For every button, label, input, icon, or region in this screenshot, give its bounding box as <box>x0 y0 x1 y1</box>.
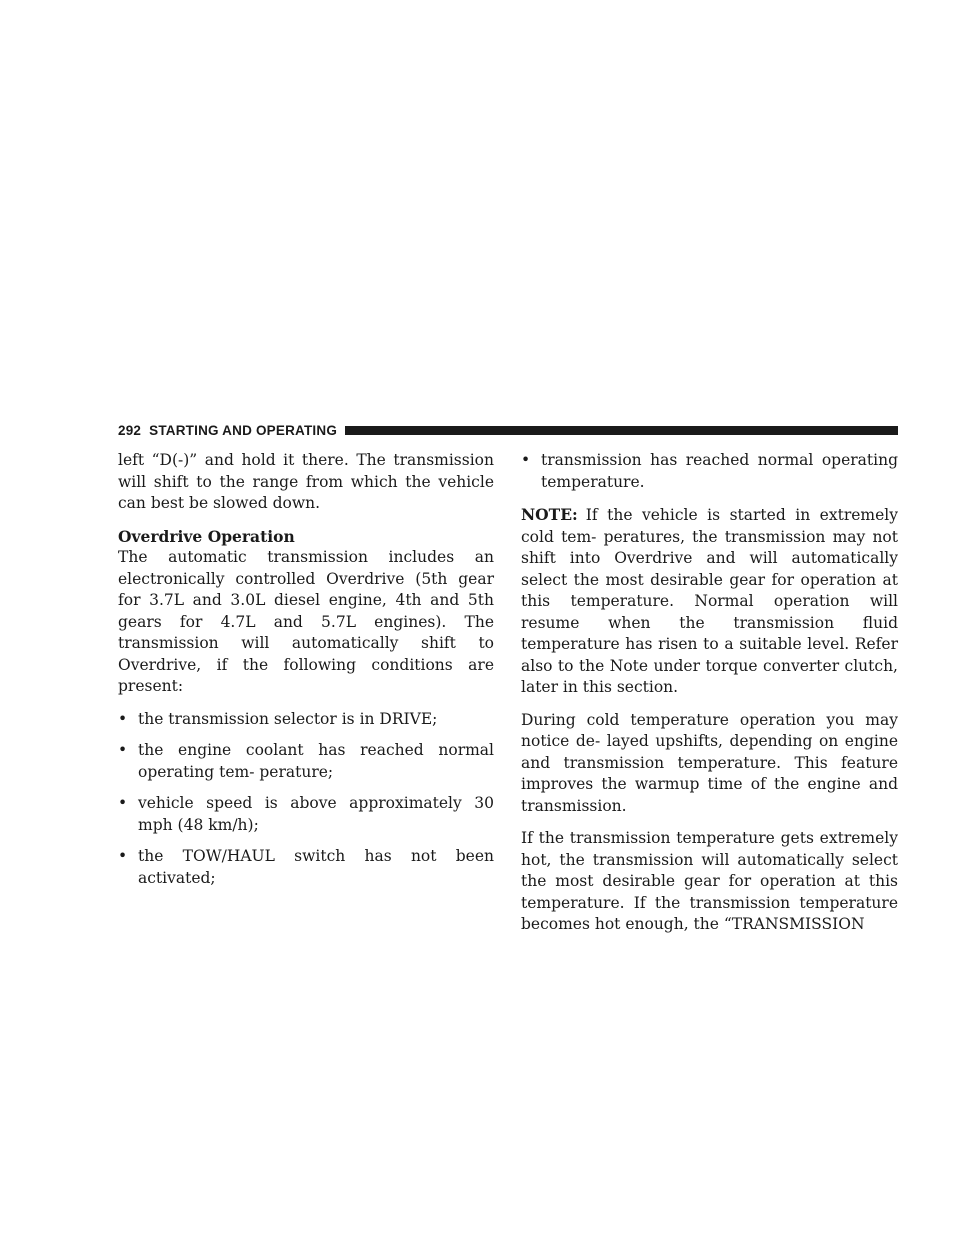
list-item <box>118 846 494 889</box>
bullet-icon: • <box>118 741 128 759</box>
hot-operation-paragraph: If the transmission temperature gets extremely hot, the transmission will automatically select the most desirable gear for operation at this temperature. If the transmission temperature becomes hot enough, the “TRANSMISSION <box>521 829 898 933</box>
list-item-text: vehicle speed is above approximately 30 mph (48 km/h); <box>138 794 494 834</box>
page-number: 292 <box>118 422 142 438</box>
note-text: If the vehicle is started in extremely cold tem- peratures, the transmission may not shift into Overdrive and will automatically select the most desirable gear for operation at this temperature. Normal operation will resume when the transmission fluid temperature has risen to a suitable level. Refer also to the Note under torque converter clutch, later in this section. <box>521 506 898 696</box>
section-heading: Overdrive Operation <box>118 526 295 546</box>
conditions-list <box>118 709 494 890</box>
list-item-text: transmission has reached normal operating temperature. <box>541 451 898 491</box>
bullet-icon: • <box>521 451 531 469</box>
right-column <box>521 450 898 947</box>
conditions-list-continued <box>521 450 898 493</box>
note-paragraph <box>521 504 898 699</box>
list-item <box>118 793 494 836</box>
list-item-text: the engine coolant has reached normal operating tem- perature; <box>138 741 494 781</box>
bullet-icon: • <box>118 847 128 865</box>
list-item-text: the TOW/HAUL switch has not been activated; <box>138 847 494 887</box>
list-item <box>118 740 494 783</box>
list-item <box>118 709 494 731</box>
left-column <box>118 450 494 899</box>
cold-operation-paragraph: During cold temperature operation you may notice de- layed upshifts, depending on engine and transmission temperature. This feature improves the warmup time of the engine and transmission. <box>521 710 898 815</box>
list-item <box>521 450 898 493</box>
bullet-icon: • <box>118 709 128 728</box>
bullet-icon: • <box>118 794 128 812</box>
header-rule <box>345 426 898 435</box>
intro-paragraph: left “D(-)” and hold it there. The transmission will shift to the range from which the vehicle can best be slowed down. <box>118 451 494 512</box>
section-title: STARTING AND OPERATING <box>149 422 338 438</box>
list-item-text: the transmission selector is in DRIVE; <box>138 709 438 728</box>
note-label: NOTE: <box>521 505 578 524</box>
overdrive-paragraph: The automatic transmission includes an electronically controlled Overdrive (5th gear for 3.7L and 3.0L diesel engine, 4th and 5th gears for 4.7L and 5.7L engines). The transmission will automatically shift to Overdrive, if the following conditions are present: <box>118 548 494 695</box>
page-header <box>118 422 898 438</box>
